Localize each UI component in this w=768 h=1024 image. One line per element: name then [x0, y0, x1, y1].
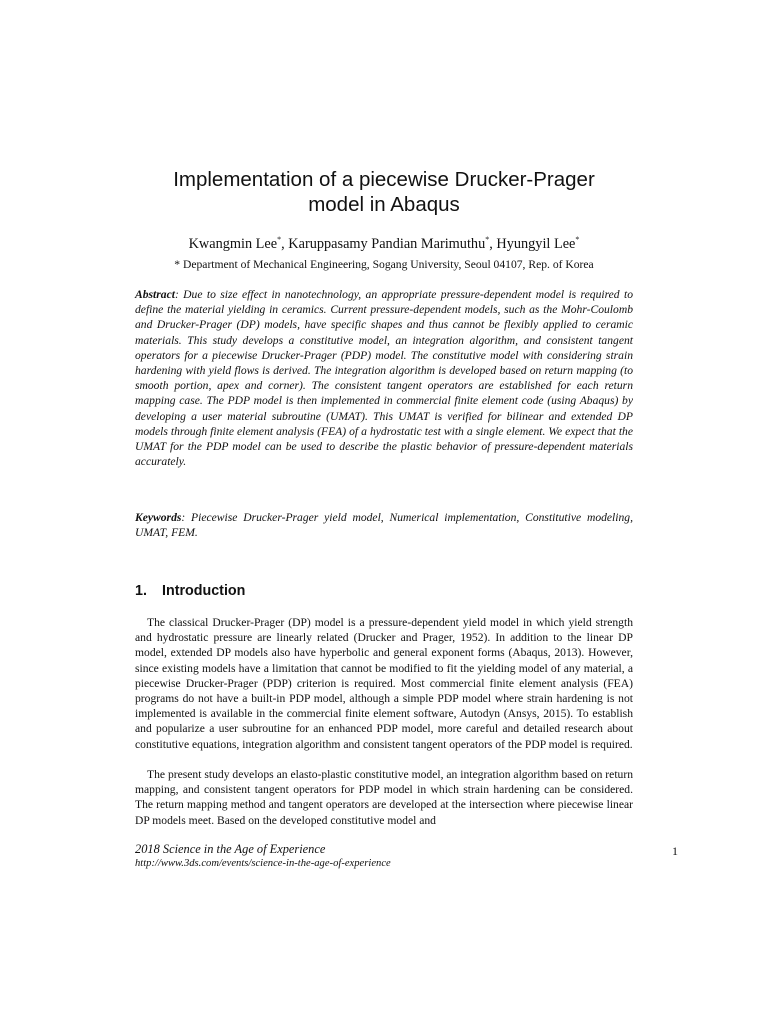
- footer-event-name: 2018 Science in the Age of Experience: [135, 842, 326, 856]
- affiliation-mark: *: [575, 235, 580, 244]
- keywords-text: : Piecewise Drucker-Prager yield model, Numerical implementation, Constitutive modeling, UMAT, FEM.: [135, 511, 633, 540]
- author-name: Hyungyil Lee: [496, 236, 576, 252]
- page-footer: [135, 841, 391, 871]
- section-heading-introduction: [135, 582, 245, 600]
- author-separator: ,: [281, 236, 289, 252]
- affiliation-mark: *: [485, 235, 490, 244]
- section-title: Introduction: [162, 583, 246, 599]
- footer-url: http://www.3ds.com/events/science-in-the-age-of-experience: [135, 858, 391, 869]
- body-paragraph: The classical Drucker-Prager (DP) model is a pressure-dependent yield model in which yield strength and hydrostatic pressure are linearly related (Drucker and Prager, 1952). In addition to the linear DP model, extended DP models also have hyperbolic and general exponent forms (Abaqus, 2013). However, since existing models have a limitation that cannot be modified to fit the yielding model of any material, a piecewise Drucker-Prager (PDP) criterion is required. Most commercial finite element analysis (FEA) programs do not have a built-in PDP model, although a simple PDP model where strain hardening is not implemented is available in the commercial finite element software, Autodyn (Ansys, 2015). To establish and popularize a user subroutine for an enhanced PDP model, more careful and detailed research about constitutive equations, integration algorithm and consistent tangent operators of the PDP model is required.: [135, 616, 633, 751]
- keywords-label: Keywords: [135, 511, 182, 524]
- abstract-label: Abstract: [135, 288, 175, 301]
- abstract-text: : Due to size effect in nanotechnology, an appropriate pressure-dependent model is required to define the material yielding in ceramics. Current pressure-dependent models, such as the Mohr-Coulomb and Drucker-Prager (DP) models, have specific shapes and thus cannot be flexibly applied to ceramic materials. This study develops a constitutive model, an integration algorithm, and consistent tangent operators for a piecewise Drucker-Prager (PDP) model. The constitutive model with considering strain hardening with yield flows is derived. The integration algorithm is developed based on return mapping (to smooth portion, apex and corner). The consistent tangent operators are established for each return mapping case. The PDP model is then implemented in commercial finite element code (using Abaqus) by developing a user material subroutine (UMAT). This UMAT is verified for bilinear and extended DP models through finite element analysis (FEA) of a hydrostatic test with a single element. We expect that the UMAT for the PDP model can be used to describe the plastic behavior of pressure-dependent materials accurately.: [135, 288, 633, 469]
- paper-title: [134, 167, 634, 217]
- affiliation: * Department of Mechanical Engineering, Sogang University, Seoul 04107, Rep. of Korea: [174, 258, 594, 271]
- body-paragraph: The present study develops an elasto-plastic constitutive model, an integration algorithm based on return mapping, and consistent tangent operators for PDP model in which strain hardening can be considered. The return mapping method and tangent operators are developed at the intersection where piecewise linear DP models meet. Based on the developed constitutive model and: [135, 768, 633, 827]
- paper-title-line-1: Implementation of a piecewise Drucker-Prager: [173, 168, 595, 191]
- affiliation-mark: *: [277, 235, 282, 244]
- abstract: [135, 287, 633, 469]
- keywords: [135, 510, 633, 540]
- author-name: Kwangmin Lee: [188, 236, 278, 252]
- paper-title-line-2: model in Abaqus: [308, 193, 460, 216]
- author-separator: ,: [489, 236, 497, 252]
- author-name: Karuppasamy Pandian Marimuthu: [288, 236, 486, 252]
- page-number: 1: [672, 844, 678, 858]
- author-list: [134, 231, 634, 253]
- section-number: 1.: [135, 583, 147, 599]
